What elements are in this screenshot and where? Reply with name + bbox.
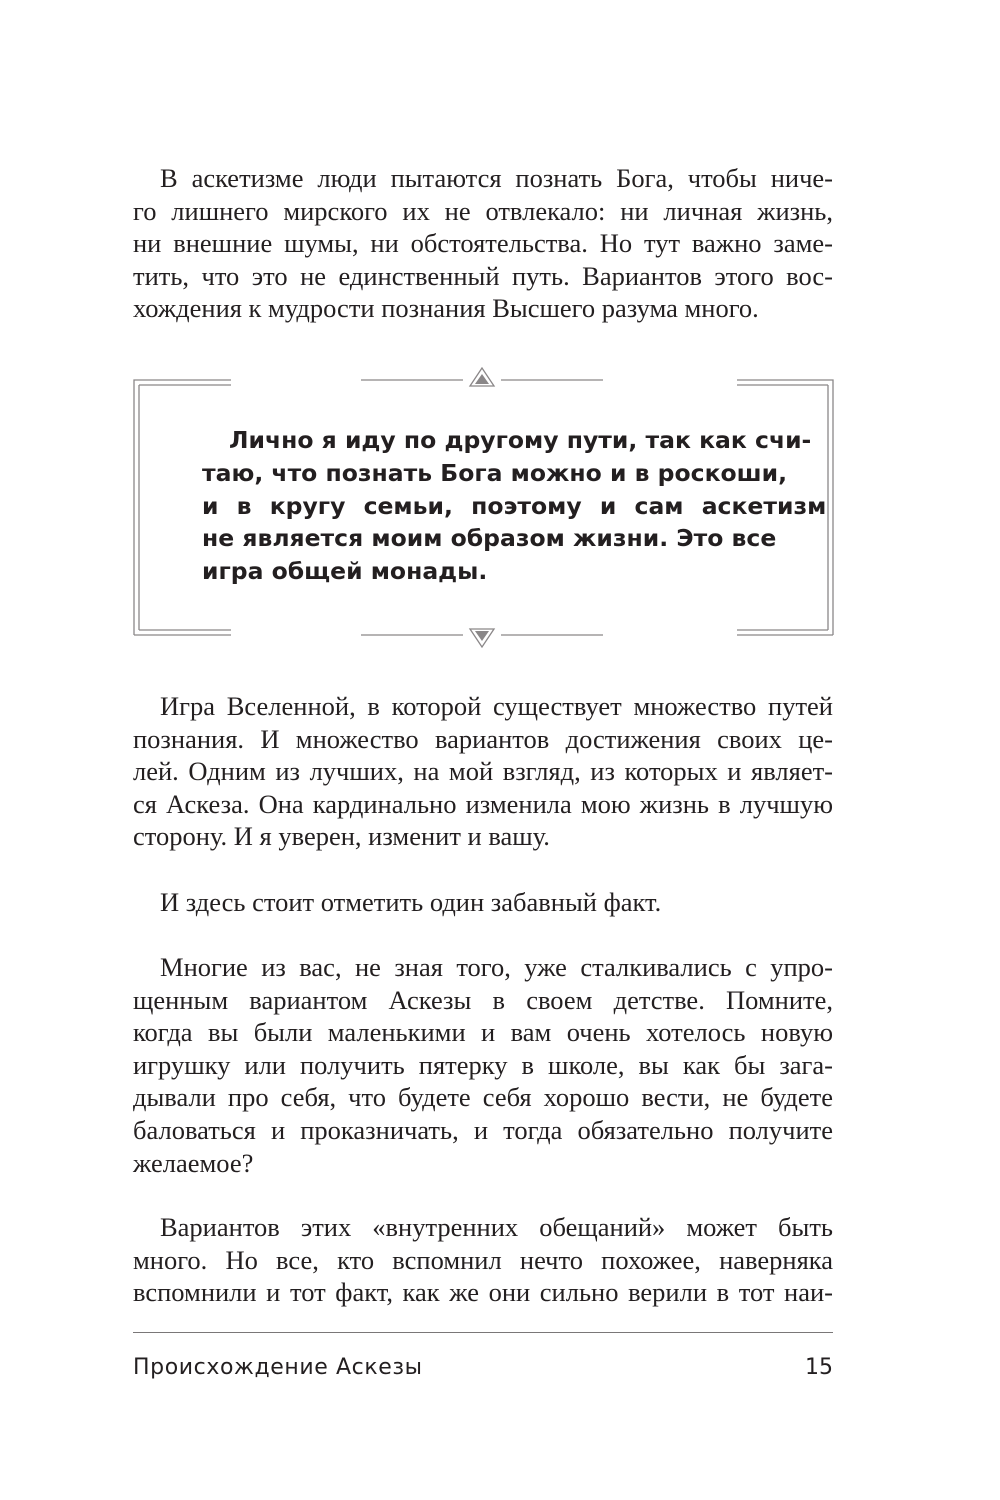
callout-text — [202, 424, 899, 588]
text-line: И здесь стоит отметить один забавный факт. — [160, 887, 662, 917]
text-line: много. Но все, кто вспомнил нечто похожее, наверняка — [133, 1244, 833, 1275]
text-line: баловаться и проказничать, и тогда обязательно получите — [133, 1114, 833, 1145]
text-line: щенным вариантом Аскезы в своем детстве. Помните, — [133, 984, 833, 1015]
text-line: лей. Одним из лучших, на мой взгляд, из которых и являет- — [133, 756, 833, 787]
text-line: хождения к мудрости познания Высшего разума много. — [133, 293, 759, 324]
callout-line: таю, что познать Бога можно и в роскоши, — [202, 458, 788, 487]
quote-callout — [133, 360, 835, 650]
text-line: Игра Вселенной, в которой существует множество путей — [160, 691, 833, 721]
text-line: когда вы были маленькими и вам очень хотелось новую — [133, 1017, 833, 1048]
text-line: вспомнили и тот факт, как же они сильно верили в тот наи- — [133, 1277, 833, 1308]
text-line: познания. И множество вариантов достижения своих це- — [133, 723, 833, 754]
body-paragraph-1 — [133, 162, 833, 325]
triangle-up-icon — [470, 368, 494, 386]
body-paragraph-5 — [133, 1211, 833, 1309]
text-line: желаемое? — [133, 1147, 254, 1178]
running-footer-title: Происхождение Аскезы — [133, 1355, 423, 1380]
body-paragraph-2 — [133, 690, 833, 853]
text-line: ся Аскеза. Она кардинально изменила мою жизнь в лучшую — [133, 788, 833, 819]
text-line: ни внешние шумы, ни обстоятельства. Но тут важно заме- — [133, 228, 833, 259]
triangle-down-icon — [470, 629, 494, 647]
text-line: дывали про себя, что будете себя хорошо вести, не будете — [133, 1082, 833, 1113]
text-line: Вариантов этих «внутренних обещаний» может быть — [160, 1212, 833, 1242]
callout-line: не является моим образом жизни. Это все — [202, 524, 777, 553]
callout-line: Лично я иду по другому пути, так как счи- — [229, 426, 812, 454]
callout-line: и в кругу семьи, поэтому и сам аскетизм — [202, 491, 827, 520]
text-line: го лишнего мирского их не отвлекало: ни личная жизнь, — [133, 195, 833, 226]
callout-line: игра общей монады. — [202, 557, 488, 586]
page-number: 15 — [805, 1355, 833, 1380]
footer-divider — [133, 1332, 833, 1333]
body-paragraph-4 — [133, 951, 833, 1179]
text-line: Многие из вас, не зная того, уже сталкивались с упро- — [160, 952, 833, 982]
text-line: В аскетизме люди пытаются познать Бога, чтобы ниче- — [160, 163, 833, 193]
text-line: игрушку или получить пятерку в школе, вы как бы зага- — [133, 1049, 833, 1080]
body-paragraph-3 — [133, 886, 833, 919]
text-line: сторону. И я уверен, изменит и вашу. — [133, 821, 550, 852]
text-line: тить, что это не единственный путь. Вариантов этого вос- — [133, 260, 833, 291]
